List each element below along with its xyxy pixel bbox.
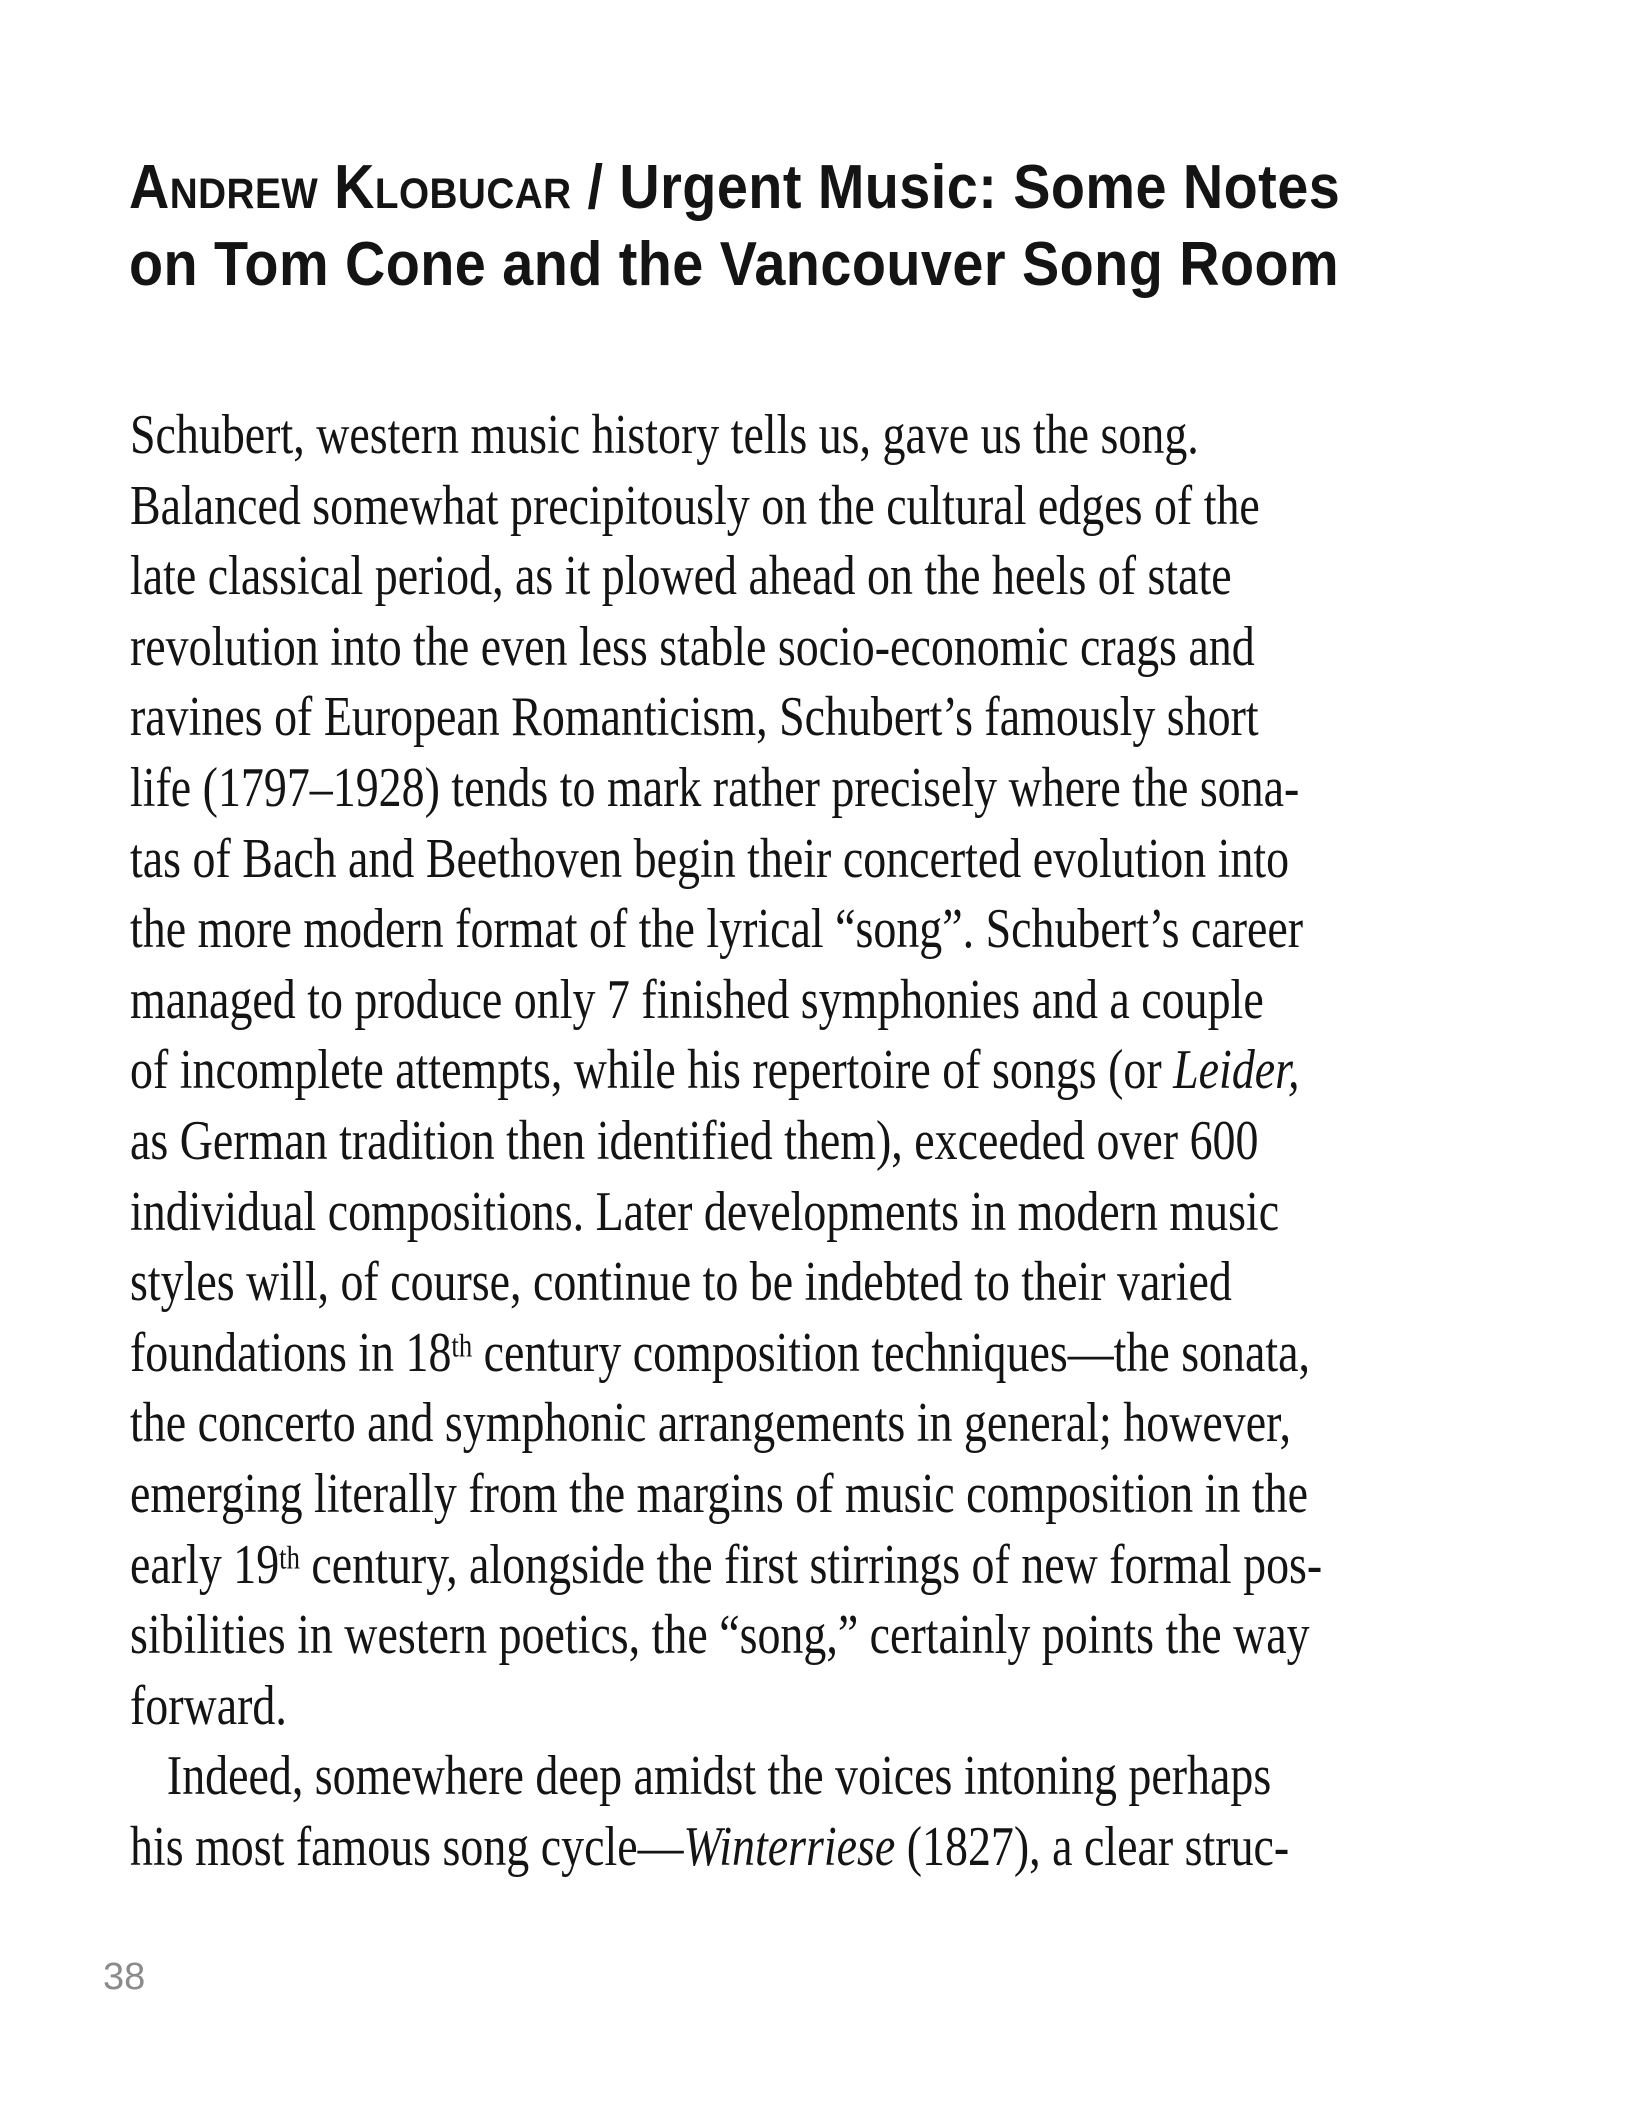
text-line [130,471,1322,542]
text-line [130,1459,1322,1530]
text-segment: forward. [130,1674,287,1737]
text-line [130,1318,1322,1389]
text-segment: of incomplete attempts, while his repertoire of songs (or [130,1039,1174,1102]
text-segment: individual compositions. Later developments in modern music [130,1180,1280,1243]
text-segment: Balanced somewhat precipitously on the cultural edges of the [130,474,1260,537]
text-segment: (1827), a clear struc- [895,1815,1290,1878]
text-line [130,1177,1322,1248]
text-line [130,682,1322,753]
text-segment: his most famous song cycle— [130,1815,684,1878]
text-line [130,1671,1322,1742]
text-line [130,1600,1322,1671]
text-line [130,400,1322,471]
text-segment: Indeed, somewhere deep amidst the voices intoning perhaps [166,1745,1272,1808]
text-line [130,1741,1322,1812]
text-segment: early 19 [130,1533,280,1596]
text-line [130,965,1322,1036]
text-segment: tas of Bach and Beethoven begin their concerted evolution into [130,827,1290,890]
article-body [130,400,1322,1882]
text-segment: foundations in 18 [130,1321,452,1384]
text-line [130,612,1322,683]
text-segment: th [279,1539,300,1576]
text-segment: Andrew Klobucar [129,153,572,222]
text-segment: revolution into the even less stable socio-economic crags and [130,615,1255,678]
text-line [130,1247,1322,1318]
text-line [129,226,1340,303]
text-segment: th [451,1328,473,1365]
text-line [130,1530,1322,1601]
page-number: 38 [103,1956,146,1998]
text-segment: styles will, of course, continue to be indebted to their varied [130,1251,1232,1314]
text-segment: Schubert, western music history tells us, gave us the song. [130,404,1199,466]
text-segment: Leider, [1173,1039,1300,1102]
text-segment: life (1797–1928) tends to mark rather precisely where the sona- [130,756,1300,819]
text-line [130,1106,1322,1177]
text-line [130,1035,1322,1106]
text-line [129,149,1340,226]
text-line [130,1388,1322,1459]
text-line [130,824,1322,895]
text-line [130,1812,1322,1883]
text-line [130,541,1322,612]
article-title [129,149,1340,303]
text-segment: on Tom Cone and the Vancouver Song Room [129,230,1340,299]
text-line [130,753,1322,824]
text-segment: the more modern format of the lyrical “song”. Schubert’s career [130,898,1304,961]
text-line [130,894,1322,965]
text-segment: emerging literally from the margins of music composition in the [130,1462,1308,1525]
text-segment: century composition techniques—the sonata, [472,1321,1310,1384]
text-segment: managed to produce only 7 finished symphonies and a couple [130,968,1264,1031]
text-segment: century, alongside the first stirrings of new formal pos- [299,1533,1323,1596]
text-segment: late classical period, as it plowed ahead on the heels of state [130,545,1232,608]
text-segment: Winterriese [683,1815,896,1878]
text-segment: / Urgent Music: Some Notes [571,153,1341,222]
text-segment: the concerto and symphonic arrangements in general; however, [130,1392,1292,1455]
text-segment: sibilities in western poetics, the “song,” certainly points the way [130,1604,1310,1667]
text-segment: ravines of European Romanticism, Schubert’s famously short [130,686,1259,749]
text-segment: as German tradition then identified them), exceeded over 600 [130,1109,1259,1172]
